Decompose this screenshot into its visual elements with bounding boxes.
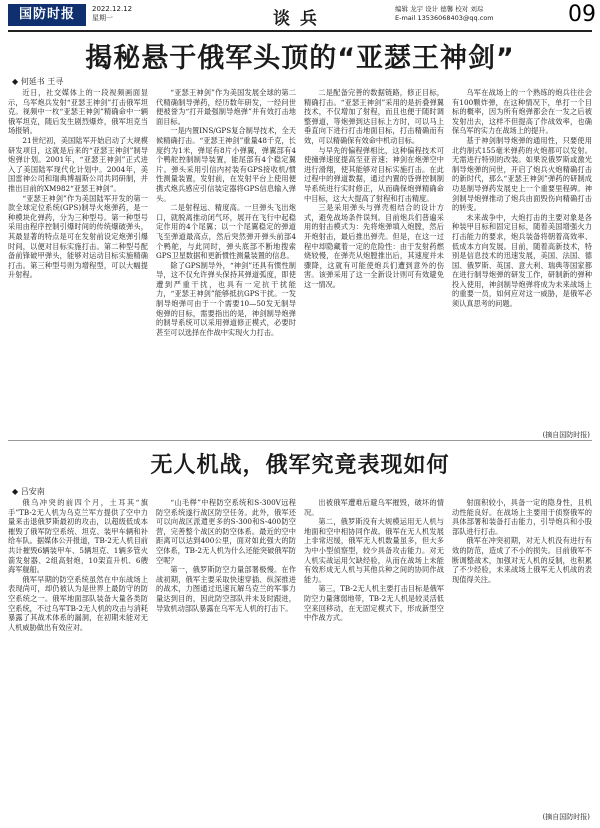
paragraph: 21世纪初，美国陆军开始启动了大规模研发项目，这就是后来的“亚瑟王神剑”制导炮弹计划。2001年，“亚瑟王神剑”正式进入了美国陆军现代化计划中。2004年，美国雷神公司和瑞典博福斯公司共同研制，并推出目前的XM982“亚瑟王神剑”。: [8, 135, 148, 193]
article2-title: 无人机战，俄军究竟表现如何: [150, 453, 450, 478]
article1-byline: ◆ 何延书 王寻: [12, 77, 64, 86]
article2-column-4: [452, 498, 592, 810]
paragraph: 第二，俄罗斯没有大规模运用无人机与地面和空中相协同作战。俄军在无人机发展上非常迟缓，俄军无人机数量虽多，但大多为中小型侦察型，较少具备攻击能力。对无人机实战运用欠缺经验，从而在战场上未能有效形成无人机与其他兵种之间的协同作战能力。: [304, 517, 444, 584]
paragraph: 俄乌冲突的前四个月，土耳其“旗手”TB-2无人机为乌克兰军方提供了空中力量来击退俄罗斯最初的攻击，以超级低成本摧毁了俄军防空系统、坦克、装甲车辆和补给车队。据媒体公开报道，TB-2无人机目前共计摧毁6辆装甲车、5辆坦克、1辆多管火箭发射器、2组高射炮，10架直升机、6艘海军舰船。: [8, 498, 148, 575]
paragraph: “山毛榉”中程防空系统和S-300V远程防空系统遂行战区防空任务。此外，俄军还可以向战区派遣更多的S-300和S-400防空营，完善整个战区的防空体系。最近的空中距离可以达到400公里，面对如此强大的防空体系，TB-2无人机为什么还能突破俄军防空呢？: [156, 498, 296, 565]
paragraph: 除了GPS制导外，“神剑”还具有惯性制导，这不仅允许弹头保持其弹道弧度，即使遭到严重干扰，也具有一定抗干扰能力，“亚瑟王神剑”能够抵抗GPS干扰。一发制导炮弹可由于一个需要10—50发无制导炮弹的目标，需要指出的是，神剑制导炮弹的制导系统可以采用弹道修正模式，必要时甚至可以选择在作战中实现火力打击。: [156, 260, 296, 337]
editor-email: E-mail 13536068403@qq.com: [395, 14, 494, 22]
article2-column-1: [8, 498, 148, 810]
page-number: 09: [568, 2, 596, 27]
paragraph: 二是射程远、精度高。一旦弹头飞出炮口，就脱离推动闭气环，展开在飞行中起稳定作用的4个尾翼；以一个尾翼稳定的弹道飞至弹道最高点，然后突然弹开弹头前部4个鸭舵，与此同时，弹头底部不断地搜索GPS卫星数据和更新惯性测量装置的信息。: [156, 203, 296, 261]
paragraph: 二是配备完善的数据链路，修正目标，精确打击。“亚瑟王神剑”采用的是折叠弹翼技术，不仅增加了射程，而且也便于随时调整弹道，等炮弹到达目标上方时，可以马上垂直向下进行打击地面目标，打击精确而有效，可以精确保有效命中机动目标。: [304, 88, 444, 145]
article1-column-3: [304, 88, 444, 432]
paragraph: 三是采用弹头与弹壳相结合的设计方式，避免战场条件误判。目前炮兵们普遍采用的射击模式为：先将炮弹填入炮膛，然后开炮射击，最后推出弹壳。但是，在这一过程中却隐藏着一定的危险性：由于发射药燃烧较慢，在弹壳从炮膛推出后，其速度并未骤降，这就有可能使炮兵们遭到意外的伤害。该弹采用了这一全新设计则可有效避免这一情况。: [304, 203, 444, 289]
section-title: 谈兵: [273, 9, 327, 29]
article1-column-1: [8, 88, 148, 432]
article1-signature: (摘自国防时报): [542, 431, 590, 439]
paragraph: 未来战争中，大炮打击的主要对象是各种装甲目标和固定目标，随着美国增强火力打击能力的要求，炮兵装备将朝着高效率、低成本方向发展。目前，随着高新技术，特别是信息技术的迅速发展，美国、法国、德国、俄罗斯、英国、意大利、瑞典等国家都在进行制导炮弹的研发工作，研制新的弹种投入使用，神剑制导炮弹将成为未来战场上的重要一员，如何应对这一威胁，是俄军必须认真思考的问题。: [452, 212, 592, 309]
paragraph: “亚瑟王神剑”作为美国发展全球的第二代精确制导弹药，经历数年研发，一经问世便被誉为“打开最强制导炮弹”并有效打击地面目标。: [156, 88, 296, 126]
article2-body: [8, 498, 592, 810]
paragraph: 第一，俄罗斯防空力量部署极慢。在作战初期，俄军主要采取快速穿插、纵深推进的战术，力图通过迅速瓦解乌克兰的军事力量达到目的，因此防空部队并未及时跟进，导致机动部队暴露在乌军无人机的打击下。: [156, 565, 296, 613]
paragraph: 出被俄军遭难后避乌军摧毁，破坏的情况。: [304, 498, 444, 517]
article-divider: [8, 440, 592, 441]
paragraph: 俄军在冲突初期，对无人机没有进行有效的防范，造成了不小的损失。目前俄军不断调整战术，加强对无人机的反制，也积累了不少经验，未来战场上俄军无人机战的表现值得关注。: [452, 536, 592, 584]
paragraph: 乌军在战场上的一个熟练的炮兵往往会有100颗炸弹，在这种情况下，单打一个目标的概率，因为所有炮弹都会在一发之后被发射出去，这样不但提高了作战效率，也确保乌军的实力在战场上的提升。: [452, 88, 592, 136]
editor-meta: [395, 5, 565, 23]
paragraph: 射面积较小，具备一定的隐身性，且机动性能良好。在战场上主要用于侦察俄军的具体部署和装备打击能力，引导炮兵和小股部队进行打击。: [452, 498, 592, 536]
issue-date-block: [92, 5, 132, 23]
article2-signature: (摘自国防时报): [542, 813, 590, 821]
paragraph: 第三，TB-2无人机主要打击目标是俄军防空力量薄弱地带，TB-2无人机是较灵活低空来回移动，在无固定模式下，形成新型空中作战方式。: [304, 584, 444, 623]
issue-date: 2022.12.12: [92, 5, 133, 13]
article1-column-4: [452, 88, 592, 432]
paragraph: 一是内置INS/GPS复合制导技术，全天候精确打击。“亚瑟王神剑”重量48千克，长度约为1米，弹尾有8片小弹翼，弹翼部有4个鸭舵控制制导装置，能尾部有4个稳定翼片。弹头采用引信内衬装有GPS接收机/惯性测量装置，发射前，在发射平台上使用便携式炮兵感应引信装定器将GPS信息输入弹头。: [156, 126, 296, 203]
article1-title: 揭秘悬于俄军头顶的“亚瑟王神剑”: [85, 43, 515, 74]
newspaper-logo: 国防时报: [8, 4, 86, 26]
paragraph: 近日，社交媒体上的一段视频画面显示，乌军炮兵发射“亚瑟王神剑”打击俄军坦克。视频中一枚“亚瑟王神剑”精确命中一辆俄军坦克，随后发生剧烈爆炸，俄军坦克当场报销。: [8, 88, 148, 136]
article2-byline: ◆ 吕安南: [12, 487, 45, 496]
editor-credits: 编辑 龙宇 设计 德馨 校对 刘琮: [395, 5, 484, 13]
paragraph: “亚瑟王神剑”作为美国陆军开发的第一款全球定位系统(GPS)制导火炮弹药，是一种模块化弹药，分为三种型号。第一种型号采用由程序控制引爆时间的传统爆破弹头，其最显著的特点是可在发射前设定炮弹引爆时间，以便对目标实施打击。第二种型号配备前锋破甲弹头，能够对运动目标实施精确打击。第三种型号则为增程型，可以大幅提升射程。: [8, 193, 148, 280]
paragraph: 俄军早期的防空系统虽然在中东战场上表现尚可，却仍被认为是世界上最防守的防空系统之一。俄军地面部队装备大量各类防空系统，不过乌军TB-2无人机的攻击与消耗暴露了其战术体系的漏洞，在初期未能对无人机威胁做出有效应对。: [8, 574, 148, 632]
article2-column-3: [304, 498, 444, 810]
article1-column-2: [156, 88, 296, 432]
paragraph: 基于神剑制导炮弹的通用性，只要使用北约制式155毫米弹药的火炮都可以发射。无需进行特别的改装。如果说俄罗斯或激光制导炮弹的问世，开启了炮兵火炮精确打击的新时代，那么“亚瑟王神剑”弹药的研制成功是制导弹药发展史上一个重要里程碑。神剑制导炮弹推动了炮兵由面毁伤向精确打击的转变。: [452, 135, 592, 213]
paragraph: 与早先的偏程弹相比，这种偏程技术可使撞弹速度提高至亚音速；神剑在炮弹空中进行滑翔，使其能够对目标实施打击。在此过程中的弹道数据，通过内置的昏弹控制制导系统进行实时修正，从而确保炮弹精确命中目标，这大大提高了射程和打击精度。: [304, 145, 444, 203]
article2-column-2: [156, 498, 296, 810]
article1-body: [8, 88, 592, 432]
issue-weekday: 星期一: [92, 14, 113, 22]
header-rule: [8, 30, 592, 32]
